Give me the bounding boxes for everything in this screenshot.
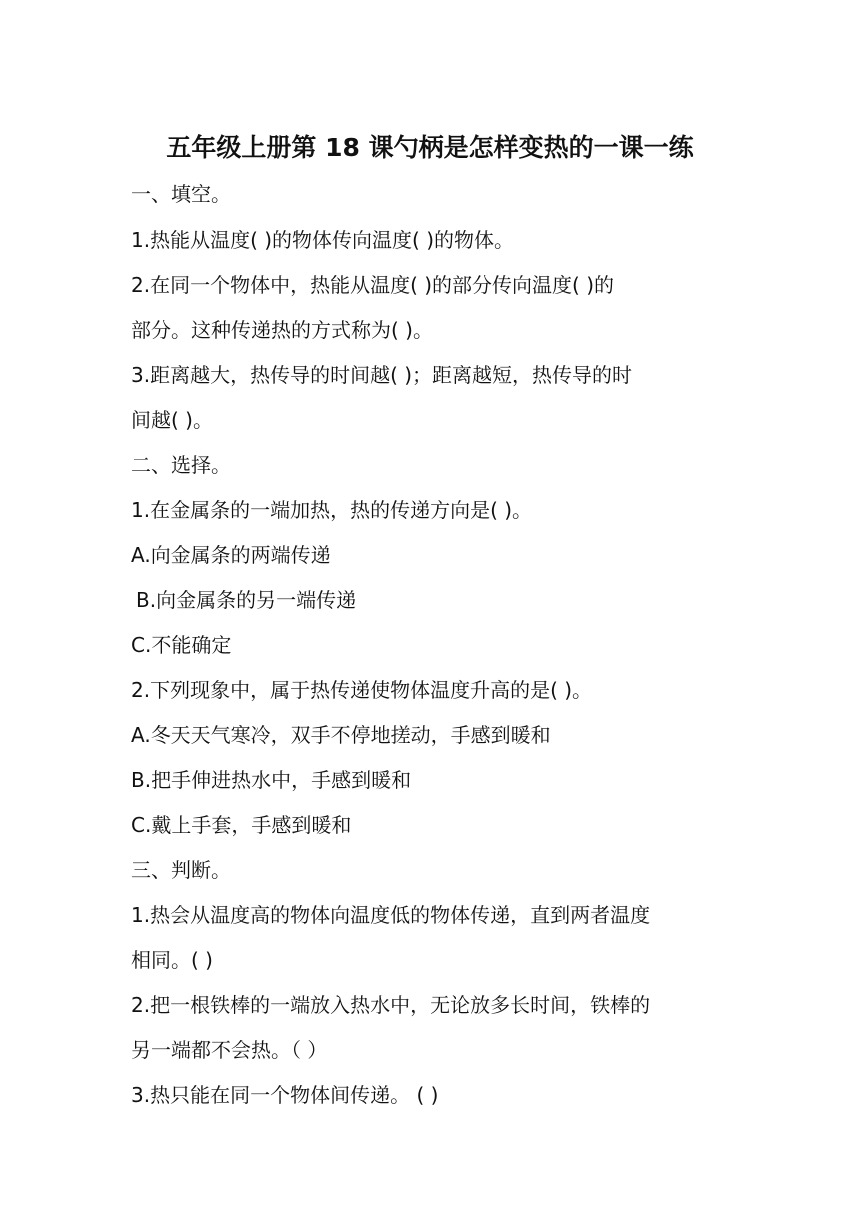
question-line: 2.把一根铁棒的一端放入热水中，无论放多长时间，铁棒的 xyxy=(131,993,651,1017)
question-line: 间越( )。 xyxy=(131,408,213,432)
option-line: A.向金属条的两端传递 xyxy=(131,543,331,567)
question-line: 2.在同一个物体中，热能从温度( )的部分传向温度( )的 xyxy=(131,273,615,297)
option-line: A.冬天天气寒冷，双手不停地搓动，手感到暖和 xyxy=(131,723,551,747)
question-line: 3.距离越大，热传导的时间越( )；距离越短，热传导的时 xyxy=(131,363,633,387)
question-line: 1.热能从温度( )的物体传向温度( )的物体。 xyxy=(131,228,515,252)
question-line: 3.热只能在同一个物体间传递。 ( ) xyxy=(131,1083,439,1107)
question-line: 1.热会从温度高的物体向温度低的物体传递，直到两者温度 xyxy=(131,903,651,927)
question-line: 另一端都不会热。（ ） xyxy=(131,1038,328,1062)
question-line: 1.在金属条的一端加热，热的传递方向是( )。 xyxy=(131,498,533,522)
option-line: C.不能确定 xyxy=(131,633,232,657)
section-heading-choice: 二、选择。 xyxy=(131,453,231,477)
option-line: B.把手伸进热水中，手感到暖和 xyxy=(131,768,412,792)
option-line: B.向金属条的另一端传递 xyxy=(136,588,357,612)
section-heading-judge: 三、判断。 xyxy=(131,858,231,882)
section-heading-fill-in: 一、填空。 xyxy=(131,182,231,206)
question-line: 相同。( ) xyxy=(131,948,213,972)
question-line: 部分。这种传递热的方式称为( )。 xyxy=(131,318,433,342)
question-line: 2.下列现象中，属于热传递使物体温度升高的是( )。 xyxy=(131,678,593,702)
option-line: C.戴上手套，手感到暖和 xyxy=(131,813,352,837)
document-title: 五年级上册第 18 课勺柄是怎样变热的一课一练 xyxy=(166,133,694,162)
